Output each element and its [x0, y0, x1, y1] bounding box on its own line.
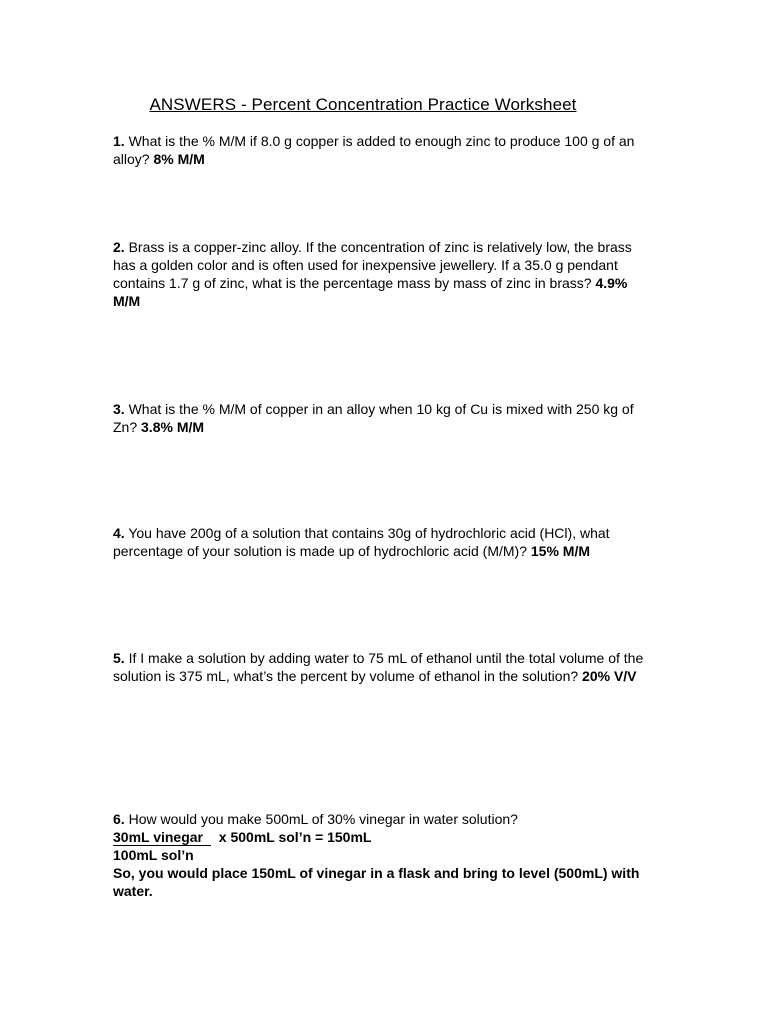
question-answer: 20% V/V [582, 668, 637, 684]
question-answer: 8% M/M [153, 151, 205, 167]
fraction-line [113, 828, 658, 846]
question-text: What is the % M/M if 8.0 g copper is added to enough zinc to produce 100 g of an alloy? [113, 133, 635, 167]
question-answer: 15% M/M [530, 543, 590, 559]
question-text: If I make a solution by adding water to 75 mL of ethanol until the total volume of the solution is 375 mL, what’s the percent by volume of ethanol in the solution? [113, 650, 644, 684]
question-text: Brass is a copper-zinc alloy. If the concentration of zinc is relatively low, the brass has a golden color and is often used for inexpensive jewellery. If a 35.0 g pendant contains 1.7 g of zinc, what is the percentage mass by mass of zinc in brass? [113, 239, 632, 291]
question-answer: 3.8% M/M [141, 419, 205, 435]
page-title: ANSWERS - Percent Concentration Practice Worksheet [149, 95, 577, 114]
question-number: 5. [113, 650, 125, 666]
question-text: You have 200g of a solution that contains 30g of hydrochloric acid (HCl), what percentage of your solution is made up of hydrochloric acid (M/M)? [113, 525, 610, 559]
question-4 [113, 524, 658, 560]
question-text: What is the % M/M of copper in an alloy when 10 kg of Cu is mixed with 250 kg of Zn? [113, 401, 634, 435]
question-number: 6. [113, 811, 125, 827]
question-answer: 4.9% M/M [113, 275, 628, 309]
question-number: 2. [113, 239, 125, 255]
question-5 [113, 649, 658, 685]
question-2 [113, 238, 658, 310]
question-number: 4. [113, 525, 125, 541]
fraction-numerator: 30mL vinegar [113, 829, 211, 846]
question-number: 3. [113, 401, 125, 417]
fraction-multiplier: x 500mL sol’n = 150mL [218, 829, 372, 845]
question-6 [113, 810, 658, 900]
question-text: How would you make 500mL of 30% vinegar in water solution? [124, 811, 518, 827]
question-number: 1. [113, 133, 125, 149]
worksheet-page [113, 0, 658, 1024]
question-6-prompt [113, 810, 658, 828]
question-6-conclusion: So, you would place 150mL of vinegar in a flask and bring to level (500mL) with water. [113, 865, 640, 899]
fraction-denominator: 100mL sol’n [113, 847, 194, 863]
question-1 [113, 132, 658, 168]
question-3 [113, 400, 658, 436]
